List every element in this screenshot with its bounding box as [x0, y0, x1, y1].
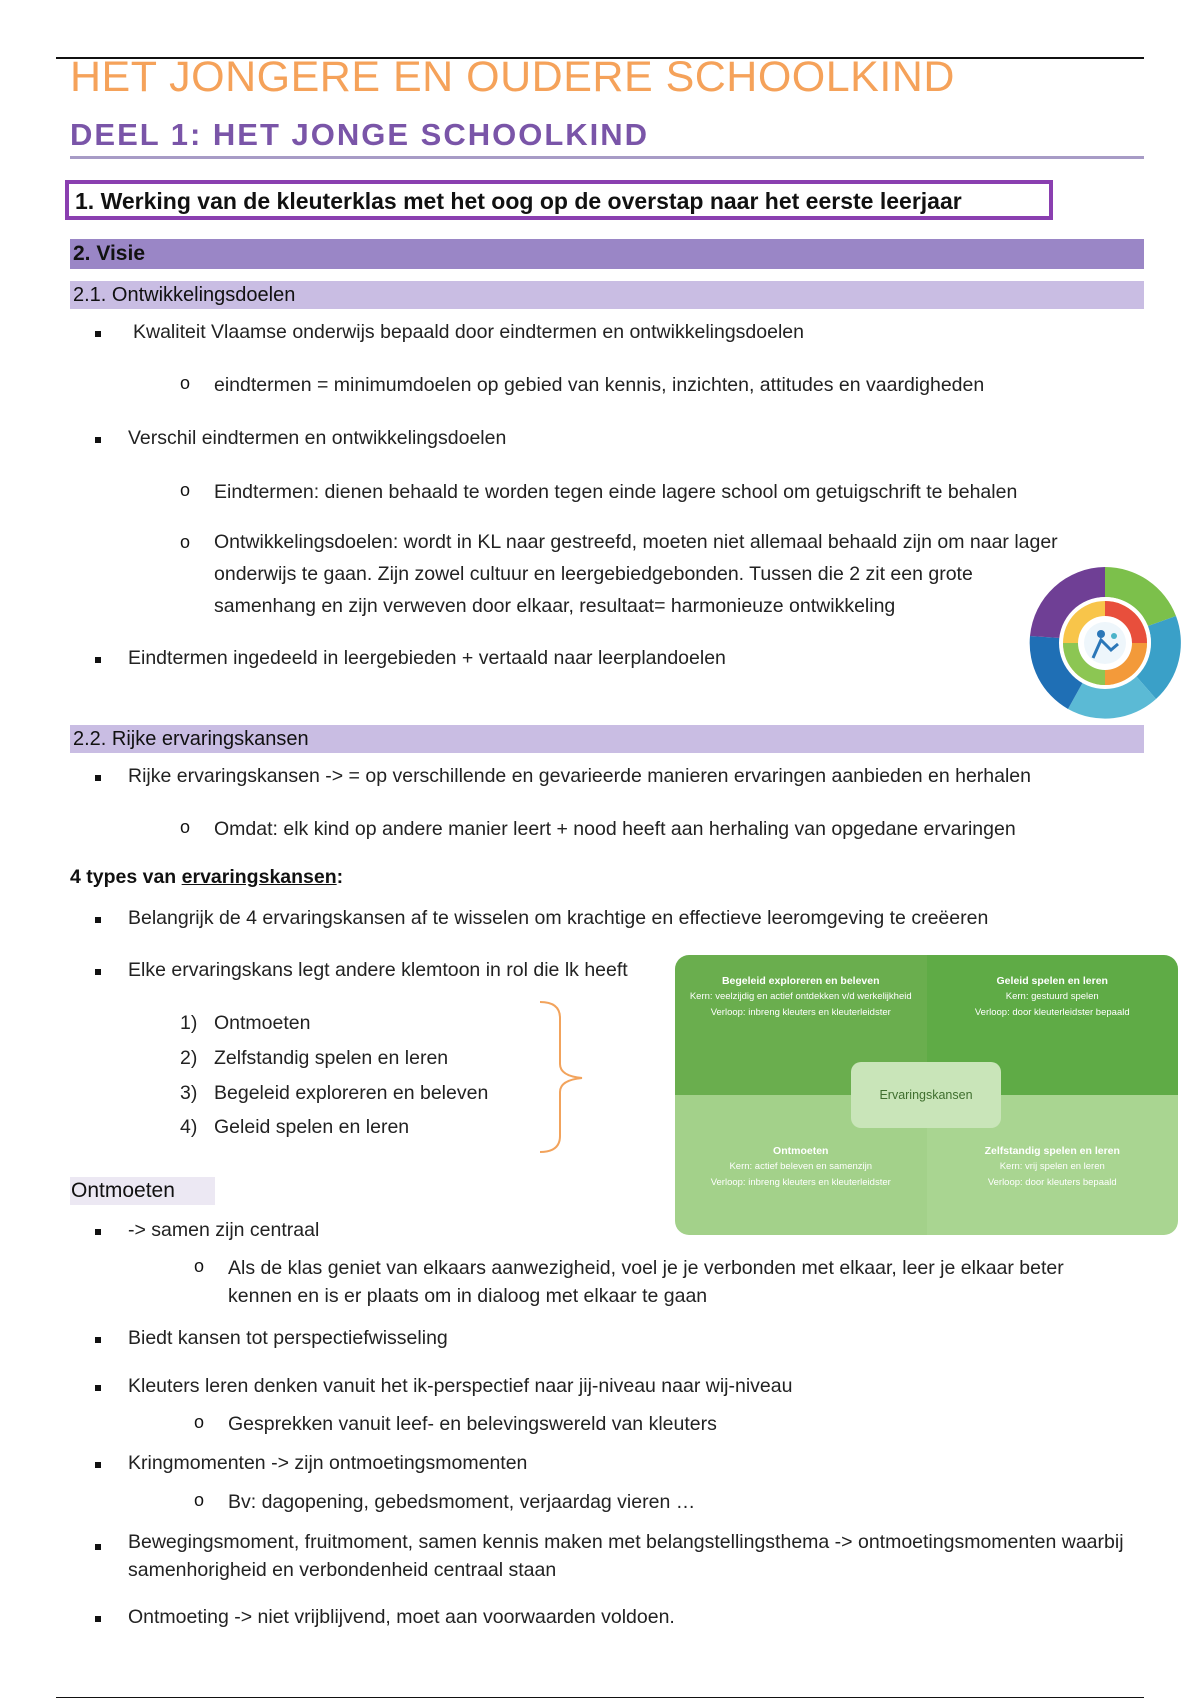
bullet: [95, 1544, 101, 1550]
document-subtitle: DEEL 1: HET JONGE SCHOOLKIND: [70, 117, 650, 152]
bracket-icon: [538, 1000, 588, 1155]
bullet: [95, 331, 101, 337]
sub-bullet: o: [194, 1412, 205, 1432]
quadrant-begeleid: Begeleid exploreren en beleven Kern: veelzijdig en actief ontdekken v/d werkelijkheid Verloop: inbreng kleuters en kleuterleidster: [675, 955, 927, 1095]
numbered-item: Geleid spelen en leren: [214, 1116, 410, 1138]
bullet: [95, 1337, 101, 1343]
list-item: Elke ervaringskans legt andere klemtoon in rol die lk heeft: [128, 959, 628, 981]
numbered-item: Ontmoeten: [214, 1012, 311, 1034]
ervaringskansen-diagram: [675, 955, 1178, 1235]
document-title: HET JONGERE EN OUDERE SCHOOLKIND: [70, 53, 955, 101]
numbered-marker: 4): [180, 1116, 198, 1138]
ontmoeten-heading: Ontmoeten: [70, 1177, 215, 1205]
list-item: -> samen zijn centraal: [128, 1219, 320, 1241]
section-2-2-heading: 2.2. Rijke ervaringskansen: [70, 725, 1144, 753]
numbered-marker: 2): [180, 1047, 198, 1069]
list-item: Bewegingsmoment, fruitmoment, samen kennis maken met belangstellingsthema -> ontmoetingsmomenten waarbij samenhorigheid en verbondenheid centraal staan: [128, 1531, 1124, 1581]
list-item: eindtermen = minimumdoelen op gebied van kennis, inzichten, attitudes en vaardigheden: [214, 374, 985, 396]
list-item: Rijke ervaringskansen -> = op verschillende en gevarieerde manieren ervaringen aanbieden en herhalen: [128, 765, 1031, 787]
list-item: Ontwikkelingsdoelen: wordt in KL naar gestreefd, moeten niet allemaal behaald zijn om naar lager onderwijs te gaan. Zijn zowel cultuur en leergebiedgebonden. Tussen die 2 zit een grote samenhang en zijn verweven door elkaar, resultaat= harmonieuze ontwikkeling: [214, 531, 1058, 617]
list-item: Kwaliteit Vlaamse onderwijs bepaald door eindtermen en ontwikkelingsdoelen: [133, 321, 804, 343]
bullet: [95, 437, 101, 443]
diagram-center-label: Ervaringskansen: [851, 1062, 1001, 1128]
section-2-heading: 2. Visie: [70, 239, 1144, 269]
section-1-heading: 1. Werking van de kleuterklas met het oog op de overstap naar het eerste leerjaar: [65, 180, 1053, 220]
bullet: [95, 775, 101, 781]
bullet: [95, 1385, 101, 1391]
list-item: Belangrijk de 4 ervaringskansen af te wisselen om krachtige en effectieve leeromgeving te creëeren: [128, 907, 989, 929]
list-item: Omdat: elk kind op andere manier leert + nood heeft aan herhaling van opgedane ervaringen: [214, 818, 1016, 840]
list-item: Kringmomenten -> zijn ontmoetingsmomenten: [128, 1452, 528, 1474]
types-heading: 4 types van ervaringskansen:: [70, 866, 344, 888]
quadrant-geleid: Geleid spelen en leren Kern: gestuurd spelen Verloop: door kleuterleidster bepaald: [927, 955, 1179, 1095]
list-item: Eindtermen ingedeeld in leergebieden + vertaald naar leerplandoelen: [128, 647, 726, 669]
sub-bullet: o: [194, 1490, 205, 1510]
section-2-1-heading: 2.1. Ontwikkelingsdoelen: [70, 281, 1144, 309]
numbered-item: Begeleid exploreren en beleven: [214, 1082, 489, 1104]
quadrant-ontmoeten: Ontmoeten Kern: actief beleven en samenzijn Verloop: inbreng kleuters en kleuterleidster: [675, 1095, 927, 1235]
list-item: Eindtermen: dienen behaald te worden tegen einde lagere school om getuigschrift te behalen: [214, 481, 1018, 503]
list-item: Ontmoeting -> niet vrijblijvend, moet aan voorwaarden voldoen.: [128, 1606, 675, 1628]
numbered-item: Zelfstandig spelen en leren: [214, 1047, 449, 1069]
bullet: [95, 1229, 101, 1235]
quadrant-zelfstandig: Zelfstandig spelen en leren Kern: vrij spelen en leren Verloop: door kleuters bepaald: [927, 1095, 1179, 1235]
bullet: [95, 969, 101, 975]
numbered-marker: 1): [180, 1012, 198, 1034]
sub-bullet: o: [180, 817, 191, 837]
list-item: Biedt kansen tot perspectiefwisseling: [128, 1327, 448, 1349]
bullet: [95, 917, 101, 923]
development-wheel-icon: [1028, 566, 1182, 720]
subtitle-underline: [70, 156, 1144, 159]
list-item: Kleuters leren denken vanuit het ik-perspectief naar jij-niveau naar wij-niveau: [128, 1375, 793, 1397]
list-item: Gesprekken vanuit leef- en belevingswereld van kleuters: [228, 1413, 717, 1435]
numbered-marker: 3): [180, 1082, 198, 1104]
sub-bullet: o: [194, 1256, 205, 1276]
sub-bullet: o: [180, 480, 191, 500]
sub-bullet: o: [180, 373, 191, 393]
list-item: Bv: dagopening, gebedsmoment, verjaardag vieren …: [228, 1491, 696, 1513]
bullet: [95, 1462, 101, 1468]
list-item: Als de klas geniet van elkaars aanwezigheid, voel je je verbonden met elkaar, leer je elkaar beter kennen en is er plaats om in dialoog met elkaar te gaan: [228, 1257, 1064, 1307]
bullet: [95, 1616, 101, 1622]
sub-bullet: o: [180, 532, 191, 552]
bottom-rule: [56, 1697, 1144, 1698]
bullet: [95, 657, 101, 663]
list-item: Verschil eindtermen en ontwikkelingsdoelen: [128, 427, 507, 449]
